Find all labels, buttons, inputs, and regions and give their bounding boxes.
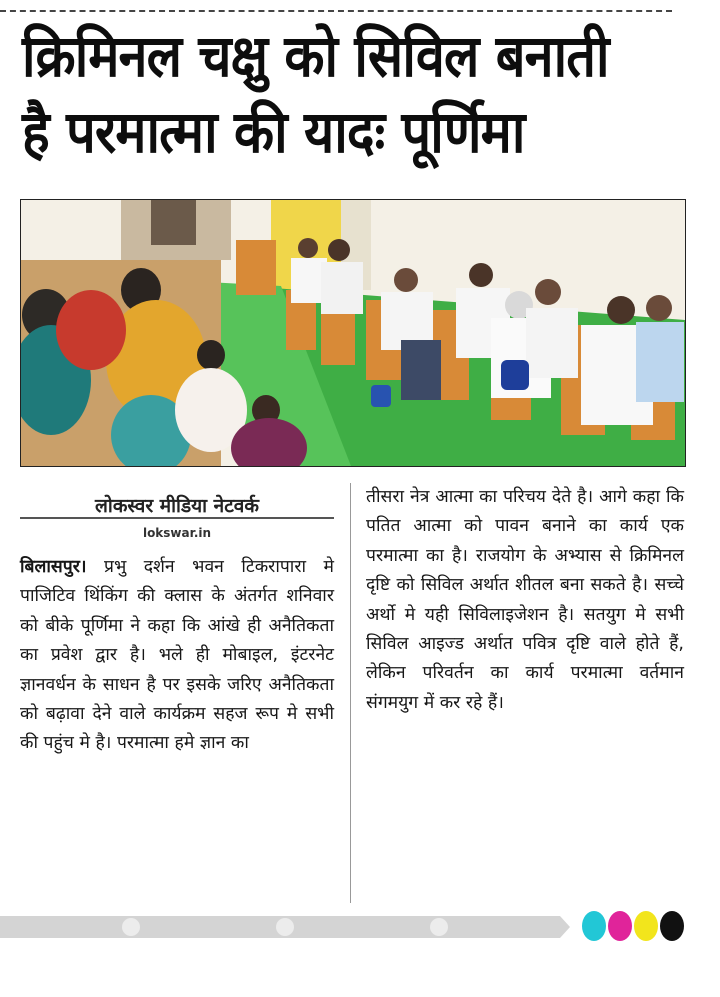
article-column-left	[20, 553, 334, 759]
headline-line-1: क्रिमिनल चक्षु को सिविल बनाती	[22, 22, 609, 90]
headline-line-2: है परमात्मा की यादः पूर्णिमा	[22, 98, 525, 166]
headline	[22, 18, 623, 170]
black-swatch	[660, 911, 684, 941]
column-divider	[350, 483, 351, 903]
registration-dot	[276, 918, 294, 936]
magenta-swatch	[608, 911, 632, 941]
byline: लोकस्वर मीडिया नेटवर्क	[95, 495, 259, 517]
seminar-photo-illustration	[21, 200, 685, 466]
news-photo	[20, 199, 686, 467]
byline-rule	[20, 517, 334, 519]
dateline: बिलासपुर।	[20, 557, 87, 577]
article-column-right	[366, 483, 684, 718]
article-body-left: प्रभु दर्शन भवन टिकरापारा मे पाजिटिव थिंकिंग की क्लास के अंतर्गत शनिवार को बीके पूर्णिमा ने कहा कि आंखे ही अनैतिकता का प्रवेश द्वार है। भले ही मोबाइल, इंटरनेट ज्ञानवर्धन के साधन है पर इसके जरिए अनैतिकता को बढ़ावा देने वाले कार्यक्रम सहज रूप मे सभी की पहुंच मे है। परमात्मा हमे ज्ञान का	[20, 557, 334, 754]
top-dashed-rule	[0, 10, 672, 12]
registration-dot	[430, 918, 448, 936]
cyan-swatch	[582, 911, 606, 941]
registration-dot	[122, 918, 140, 936]
article-body-right: तीसरा नेत्र आत्मा का परिचय देते है। आगे कहा कि पतित आत्मा को पावन बनाने का कार्य एक परमात्मा का है। राजयोग के अभ्यास से क्रिमिनल दृष्टि को सिविल अर्थात शीतल बना सकते है। सच्चे अर्थो मे यही सिविलाइजेशन है। सतयुग मे सभी सिविल आइज्ड अर्थात पवित्र दृष्टि वाले होते हैं, लेकिन परिवर्तन का कार्य परमात्मा वर्तमान संगमयुग में कर रहे हैं।	[366, 487, 684, 713]
website-credit: lokswar.in	[142, 526, 212, 540]
yellow-swatch	[634, 911, 658, 941]
